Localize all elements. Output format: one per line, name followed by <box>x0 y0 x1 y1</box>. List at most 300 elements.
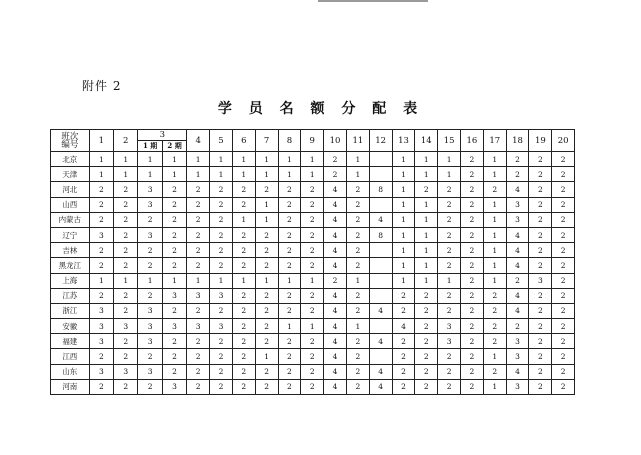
quota-cell: 2 <box>461 227 484 242</box>
quota-cell: 2 <box>187 379 210 394</box>
quota-cell: 2 <box>529 303 552 318</box>
quota-cell: 1 <box>346 167 369 182</box>
quota-cell: 1 <box>301 273 324 288</box>
quota-cell <box>369 197 392 212</box>
quota-cell: 2 <box>301 288 324 303</box>
quota-cell <box>369 152 392 167</box>
quota-cell: 2 <box>461 197 484 212</box>
quota-cell: 2 <box>438 227 461 242</box>
table-row <box>51 334 598 349</box>
quota-cell: 4 <box>324 243 347 258</box>
quota-cell: 2 <box>187 258 210 273</box>
quota-cell: 2 <box>255 379 278 394</box>
quota-cell: 2 <box>415 303 438 318</box>
quota-cell: 2 <box>301 227 324 242</box>
quota-cell: 2 <box>232 349 255 364</box>
quota-cell <box>369 243 392 258</box>
quota-cell: 3 <box>138 303 162 318</box>
quota-cell: 2 <box>162 303 186 318</box>
quota-cell: 2 <box>138 258 162 273</box>
quota-cell: 4 <box>324 303 347 318</box>
quota-cell: 2 <box>346 379 369 394</box>
quota-cell: 2 <box>138 288 162 303</box>
quota-cell: 2 <box>89 349 113 364</box>
attachment-label: 附件 2 <box>82 79 122 93</box>
quota-cell: 2 <box>415 364 438 379</box>
quota-cell: 2 <box>210 227 233 242</box>
quota-cell: 2 <box>346 197 369 212</box>
quota-cell: 3 <box>138 319 162 334</box>
column-header: 5 <box>210 130 233 152</box>
quota-cell: 2 <box>346 364 369 379</box>
table-row <box>51 273 598 288</box>
quota-cell: 1 <box>346 319 369 334</box>
quota-cell: 1 <box>232 167 255 182</box>
quota-cell: 1 <box>232 152 255 167</box>
quota-cell: 1 <box>438 152 461 167</box>
quota-cell: 1 <box>392 273 415 288</box>
column-subheader: 2 期 <box>162 141 186 152</box>
quota-cell: 4 <box>324 197 347 212</box>
quota-cell: 2 <box>438 379 461 394</box>
quota-cell: 2 <box>552 243 575 258</box>
quota-cell: 2 <box>278 197 301 212</box>
quota-cell: 2 <box>552 334 575 349</box>
quota-cell: 2 <box>278 227 301 242</box>
quota-cell: 2 <box>346 227 369 242</box>
quota-cell: 2 <box>483 334 506 349</box>
quota-cell: 1 <box>483 379 506 394</box>
quota-cell: 2 <box>114 349 138 364</box>
quota-cell: 2 <box>483 288 506 303</box>
quota-cell: 2 <box>529 167 552 182</box>
province-cell: 内蒙古 <box>51 212 90 227</box>
quota-cell: 1 <box>278 319 301 334</box>
quota-cell: 4 <box>324 379 347 394</box>
quota-cell: 2 <box>162 258 186 273</box>
quota-cell: 1 <box>483 167 506 182</box>
quota-cell: 1 <box>255 212 278 227</box>
quota-cell: 1 <box>138 152 162 167</box>
quota-cell: 1 <box>210 152 233 167</box>
quota-cell: 2 <box>529 379 552 394</box>
quota-cell: 2 <box>438 212 461 227</box>
quota-cell: 2 <box>232 182 255 197</box>
quota-cell: 2 <box>210 334 233 349</box>
quota-cell: 1 <box>187 167 210 182</box>
quota-cell: 2 <box>506 319 529 334</box>
column-header: 6 <box>232 130 255 152</box>
table-row <box>51 364 598 379</box>
quota-cell: 2 <box>232 303 255 318</box>
quota-cell: 1 <box>89 152 113 167</box>
quota-cell: 4 <box>506 182 529 197</box>
quota-cell: 2 <box>529 243 552 258</box>
quota-cell: 2 <box>255 227 278 242</box>
quota-cell: 2 <box>232 243 255 258</box>
column-header: 9 <box>301 130 324 152</box>
quota-cell: 2 <box>438 182 461 197</box>
quota-cell: 1 <box>255 167 278 182</box>
quota-cell: 2 <box>232 227 255 242</box>
quota-cell: 3 <box>506 212 529 227</box>
quota-cell: 2 <box>346 288 369 303</box>
table-row <box>51 288 598 303</box>
province-cell: 吉林 <box>51 243 90 258</box>
quota-cell: 3 <box>138 227 162 242</box>
quota-cell: 1 <box>255 349 278 364</box>
quota-cell: 1 <box>392 258 415 273</box>
quota-cell: 2 <box>162 243 186 258</box>
quota-cell: 2 <box>187 364 210 379</box>
document-title: 学 员 名 额 分 配 表 <box>217 101 424 117</box>
province-cell: 福建 <box>51 334 90 349</box>
quota-cell: 2 <box>461 152 484 167</box>
quota-cell: 2 <box>278 379 301 394</box>
quota-cell: 2 <box>438 243 461 258</box>
province-cell: 黑龙江 <box>51 258 90 273</box>
quota-cell: 2 <box>392 349 415 364</box>
quota-cell: 2 <box>529 288 552 303</box>
table-row <box>51 243 598 258</box>
quota-cell: 1 <box>138 167 162 182</box>
quota-cell: 4 <box>324 364 347 379</box>
quota-cell: 1 <box>301 167 324 182</box>
quota-cell: 4 <box>369 334 392 349</box>
quota-cell: 2 <box>301 379 324 394</box>
quota-cell: 2 <box>89 288 113 303</box>
quota-cell: 2 <box>529 258 552 273</box>
quota-cell: 2 <box>461 273 484 288</box>
quota-cell: 2 <box>506 273 529 288</box>
quota-cell: 2 <box>301 212 324 227</box>
quota-cell <box>369 258 392 273</box>
quota-cell: 1 <box>392 227 415 242</box>
quota-cell: 2 <box>529 182 552 197</box>
quota-cell: 2 <box>324 152 347 167</box>
quota-cell: 2 <box>552 364 575 379</box>
quota-cell: 2 <box>114 334 138 349</box>
quota-cell: 4 <box>506 243 529 258</box>
table-row <box>51 227 598 242</box>
quota-cell: 2 <box>232 197 255 212</box>
quota-cell: 2 <box>529 197 552 212</box>
top-edge-rule <box>318 0 428 2</box>
quota-cell: 1 <box>210 273 233 288</box>
quota-cell: 1 <box>255 273 278 288</box>
quota-cell: 2 <box>392 334 415 349</box>
quota-cell: 3 <box>506 379 529 394</box>
quota-cell: 2 <box>210 364 233 379</box>
quota-cell: 1 <box>392 152 415 167</box>
quota-cell: 1 <box>392 212 415 227</box>
column-header: 17 <box>483 130 506 152</box>
quota-cell: 2 <box>114 258 138 273</box>
quota-cell: 1 <box>483 243 506 258</box>
quota-cell: 1 <box>483 273 506 288</box>
quota-cell: 2 <box>529 364 552 379</box>
quota-cell: 2 <box>415 349 438 364</box>
quota-cell: 2 <box>278 243 301 258</box>
quota-cell: 1 <box>278 273 301 288</box>
quota-cell: 2 <box>255 303 278 318</box>
quota-cell: 1 <box>187 273 210 288</box>
quota-cell: 2 <box>529 349 552 364</box>
quota-cell: 2 <box>210 379 233 394</box>
quota-cell: 1 <box>483 152 506 167</box>
column-header: 15 <box>438 130 461 152</box>
table-row <box>51 303 598 318</box>
quota-cell: 2 <box>324 167 347 182</box>
quota-cell: 2 <box>461 258 484 273</box>
quota-cell: 3 <box>506 349 529 364</box>
quota-cell: 2 <box>552 349 575 364</box>
quota-cell: 2 <box>232 334 255 349</box>
quota-cell: 2 <box>415 182 438 197</box>
quota-cell: 4 <box>324 349 347 364</box>
quota-cell: 2 <box>461 334 484 349</box>
quota-cell: 2 <box>114 288 138 303</box>
quota-cell: 2 <box>552 182 575 197</box>
quota-cell <box>369 349 392 364</box>
quota-cell: 2 <box>232 379 255 394</box>
quota-cell: 2 <box>461 379 484 394</box>
quota-cell: 3 <box>89 303 113 318</box>
quota-cell: 4 <box>506 364 529 379</box>
quota-cell: 2 <box>529 227 552 242</box>
quota-cell: 2 <box>552 212 575 227</box>
quota-cell: 2 <box>232 288 255 303</box>
quota-cell: 2 <box>461 349 484 364</box>
quota-cell: 1 <box>255 197 278 212</box>
quota-cell: 2 <box>114 243 138 258</box>
quota-cell: 1 <box>392 197 415 212</box>
quota-cell: 3 <box>114 319 138 334</box>
quota-cell: 2 <box>552 319 575 334</box>
quota-cell: 2 <box>506 167 529 182</box>
quota-cell: 3 <box>210 319 233 334</box>
quota-cell: 2 <box>461 319 484 334</box>
quota-cell: 2 <box>138 212 162 227</box>
quota-cell: 2 <box>278 349 301 364</box>
column-header: 1 <box>89 130 113 152</box>
quota-cell: 1 <box>255 152 278 167</box>
province-cell: 浙江 <box>51 303 90 318</box>
quota-cell: 2 <box>438 364 461 379</box>
quota-cell: 2 <box>89 243 113 258</box>
province-cell: 河南 <box>51 379 90 394</box>
quota-cell: 2 <box>552 258 575 273</box>
quota-cell: 2 <box>187 227 210 242</box>
quota-cell: 2 <box>301 243 324 258</box>
quota-cell: 2 <box>187 349 210 364</box>
quota-cell: 2 <box>162 212 186 227</box>
quota-cell: 2 <box>255 258 278 273</box>
quota-cell: 1 <box>346 273 369 288</box>
quota-cell: 3 <box>506 197 529 212</box>
quota-cell: 2 <box>210 258 233 273</box>
quota-cell: 1 <box>415 212 438 227</box>
quota-cell: 2 <box>278 288 301 303</box>
column-header: 16 <box>461 130 484 152</box>
quota-cell: 2 <box>483 319 506 334</box>
table-body <box>51 152 598 395</box>
quota-cell: 2 <box>301 334 324 349</box>
quota-cell: 2 <box>552 197 575 212</box>
quota-cell: 3 <box>89 227 113 242</box>
province-cell: 江西 <box>51 349 90 364</box>
quota-cell: 3 <box>89 319 113 334</box>
quota-cell: 2 <box>162 182 186 197</box>
quota-cell: 2 <box>461 288 484 303</box>
province-cell: 江苏 <box>51 288 90 303</box>
quota-cell: 2 <box>392 364 415 379</box>
quota-cell: 2 <box>187 303 210 318</box>
quota-cell: 1 <box>392 243 415 258</box>
quota-cell: 2 <box>461 243 484 258</box>
quota-cell: 2 <box>255 182 278 197</box>
province-cell: 辽宁 <box>51 227 90 242</box>
quota-cell: 1 <box>162 167 186 182</box>
quota-cell: 2 <box>552 167 575 182</box>
quota-cell: 2 <box>278 364 301 379</box>
quota-cell: 2 <box>552 379 575 394</box>
quota-cell: 2 <box>138 349 162 364</box>
quota-cell: 2 <box>255 243 278 258</box>
quota-cell: 2 <box>392 288 415 303</box>
quota-cell: 1 <box>162 152 186 167</box>
column-header: 13 <box>392 130 415 152</box>
quota-cell: 2 <box>162 197 186 212</box>
quota-cell: 4 <box>392 319 415 334</box>
quota-cell: 2 <box>529 334 552 349</box>
quota-cell: 1 <box>483 349 506 364</box>
quota-cell: 4 <box>369 364 392 379</box>
quota-cell: 3 <box>89 334 113 349</box>
quota-cell: 2 <box>529 212 552 227</box>
quota-cell: 4 <box>506 227 529 242</box>
quota-cell: 4 <box>506 288 529 303</box>
quota-cell: 2 <box>301 197 324 212</box>
quota-cell <box>369 319 392 334</box>
quota-cell: 1 <box>301 152 324 167</box>
quota-cell: 2 <box>187 197 210 212</box>
quota-cell: 2 <box>346 349 369 364</box>
header-row <box>51 130 598 141</box>
quota-cell: 1 <box>89 273 113 288</box>
quota-cell: 2 <box>187 334 210 349</box>
quota-cell <box>369 288 392 303</box>
quota-cell: 8 <box>369 227 392 242</box>
quota-cell: 2 <box>162 334 186 349</box>
quota-cell: 2 <box>346 212 369 227</box>
quota-cell: 1 <box>278 167 301 182</box>
column-header: 11 <box>346 130 369 152</box>
quota-cell: 1 <box>483 212 506 227</box>
quota-cell: 2 <box>89 182 113 197</box>
quota-cell: 2 <box>301 182 324 197</box>
quota-cell: 2 <box>461 182 484 197</box>
quota-cell: 4 <box>506 258 529 273</box>
quota-cell: 2 <box>114 227 138 242</box>
quota-cell: 2 <box>278 258 301 273</box>
quota-cell: 2 <box>138 243 162 258</box>
quota-cell: 4 <box>369 303 392 318</box>
quota-cell: 2 <box>552 273 575 288</box>
quota-cell: 2 <box>529 319 552 334</box>
quota-cell: 3 <box>138 182 162 197</box>
quota-cell: 3 <box>210 288 233 303</box>
quota-cell: 2 <box>210 243 233 258</box>
table-row <box>51 182 598 197</box>
quota-cell: 1 <box>415 273 438 288</box>
quota-cell: 2 <box>415 379 438 394</box>
quota-cell: 2 <box>346 243 369 258</box>
quota-cell: 2 <box>552 227 575 242</box>
quota-cell: 2 <box>324 273 347 288</box>
quota-cell: 4 <box>324 258 347 273</box>
quota-cell: 3 <box>162 379 186 394</box>
quota-cell: 2 <box>138 379 162 394</box>
province-cell: 上海 <box>51 273 90 288</box>
quota-cell: 2 <box>346 303 369 318</box>
quota-cell: 2 <box>210 212 233 227</box>
quota-cell: 2 <box>483 182 506 197</box>
quota-cell: 3 <box>187 288 210 303</box>
quota-cell: 1 <box>301 319 324 334</box>
quota-cell: 1 <box>114 167 138 182</box>
quota-cell: 3 <box>506 334 529 349</box>
quota-cell: 2 <box>89 212 113 227</box>
quota-cell: 8 <box>369 182 392 197</box>
quota-cell: 1 <box>415 167 438 182</box>
table-row <box>51 349 598 364</box>
quota-cell: 3 <box>138 197 162 212</box>
quota-cell: 1 <box>415 258 438 273</box>
quota-cell: 2 <box>114 182 138 197</box>
quota-cell: 2 <box>278 303 301 318</box>
quota-cell: 2 <box>278 334 301 349</box>
column-header: 12 <box>369 130 392 152</box>
quota-cell: 2 <box>552 152 575 167</box>
quota-cell: 2 <box>89 197 113 212</box>
corner-class-label: 班次 <box>61 131 79 142</box>
quota-cell: 2 <box>255 288 278 303</box>
quota-cell: 1 <box>114 273 138 288</box>
column-header: 4 <box>187 130 210 152</box>
quota-cell: 1 <box>138 273 162 288</box>
column-header: 14 <box>415 130 438 152</box>
quota-cell: 4 <box>506 303 529 318</box>
quota-cell: 2 <box>461 303 484 318</box>
quota-cell: 1 <box>415 152 438 167</box>
quota-cell: 1 <box>162 273 186 288</box>
quota-cell: 2 <box>232 364 255 379</box>
quota-cell: 3 <box>438 334 461 349</box>
quota-cell: 2 <box>483 303 506 318</box>
quota-cell: 2 <box>187 182 210 197</box>
quota-cell: 3 <box>138 364 162 379</box>
quota-cell: 2 <box>162 227 186 242</box>
quota-cell: 2 <box>162 364 186 379</box>
table-row <box>51 379 598 394</box>
quota-cell: 2 <box>346 182 369 197</box>
quota-cell: 2 <box>89 258 113 273</box>
quota-cell: 2 <box>255 319 278 334</box>
quota-cell: 2 <box>162 349 186 364</box>
quota-cell: 4 <box>324 319 347 334</box>
corner-header <box>51 130 90 152</box>
